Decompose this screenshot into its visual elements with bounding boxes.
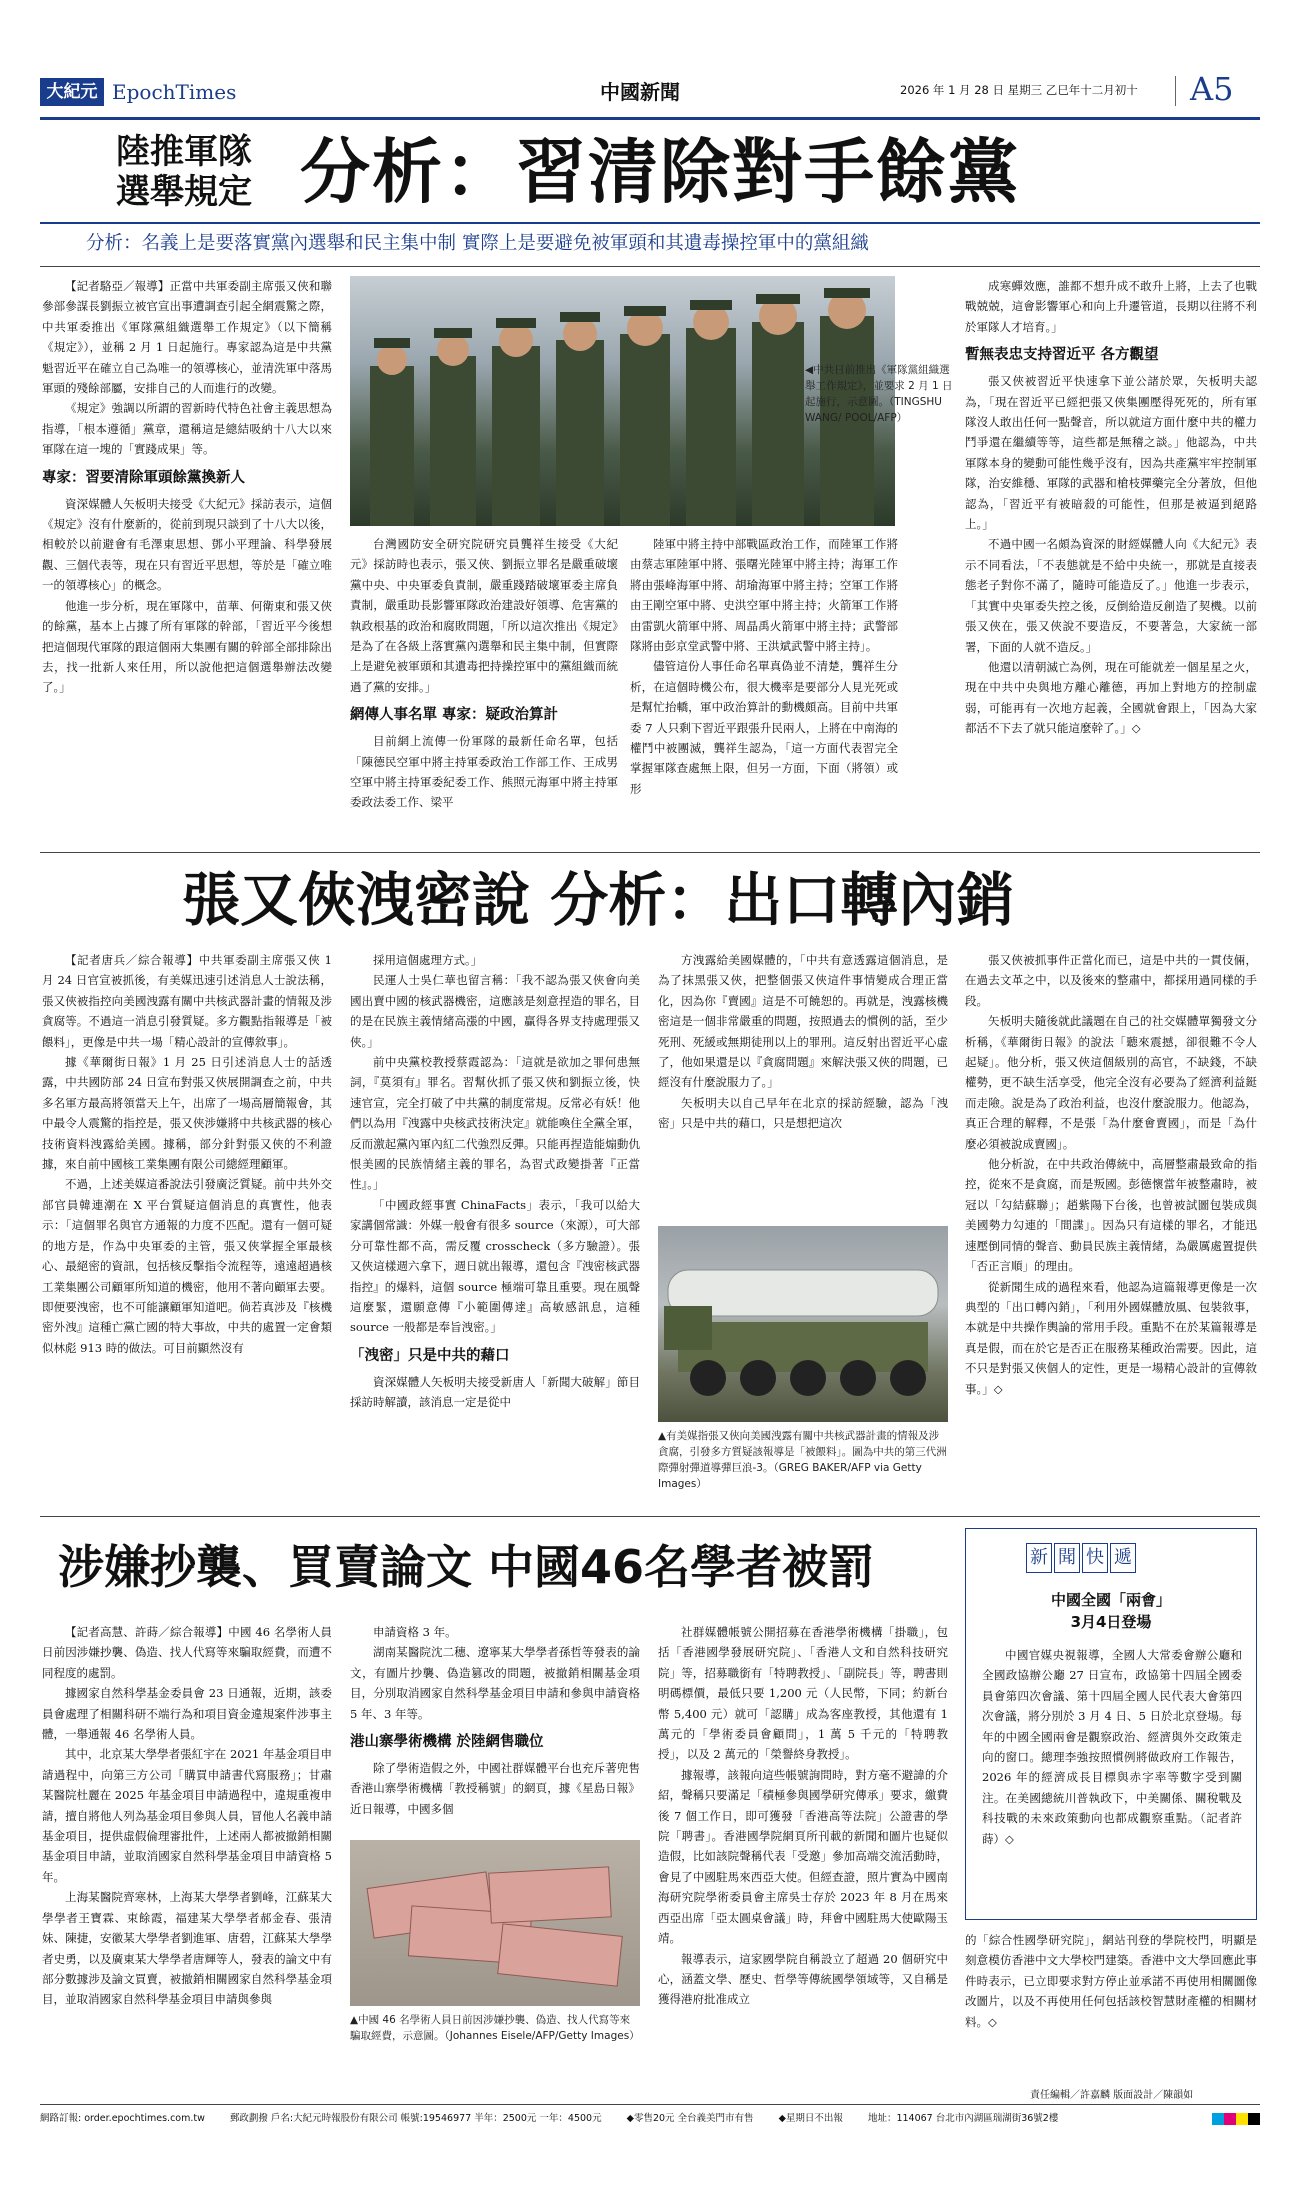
subheading: 暫無表忠支持習近平 各方觀望 bbox=[965, 347, 1159, 364]
paragraph: 《規定》強調以所謂的習新時代特色社會主義思想為指導，「根本遵循」黨章，還稱這是總結吸納十八大以來軍隊在這一塊的「實踐成果」等。 bbox=[42, 401, 332, 457]
story3-col2 bbox=[350, 1622, 640, 1832]
badge-char: 聞 bbox=[1054, 1543, 1080, 1573]
flash-title bbox=[966, 1589, 1256, 1633]
story3-col4 bbox=[965, 1930, 1257, 2082]
paragraph: 儘管這份人事任命名單真偽並不清楚，龔祥生分析，在這個時機公布，很大機率是要部分人見光死或是幫忙抬轎，軍中政治算計的動機頗高。目前中共軍委 7 人只剩下習近平跟張升民兩人，上將在中南海的權鬥中被團滅，龔祥生認為，「這一方面代表習完全掌握軍隊查處無上限，但另一方面，下面（將領）或形 bbox=[630, 659, 898, 796]
editor-credits: 責任編輯／許嘉麟 版面設計／陳韻如 bbox=[1030, 2090, 1194, 2101]
footer-address: 地址：114067 台北市內湖區瑞湖街36號2樓 bbox=[867, 2113, 1059, 2124]
footer-postal: 郵政劃撥 戶名:大紀元時報股份有限公司 帳號:19546977 半年：2500元 一年：4500元 bbox=[229, 2113, 602, 2124]
footer-subscribe-link[interactable]: 網路訂報: order.epochtimes.com.tw bbox=[40, 2113, 205, 2124]
paragraph: 不過，上述美媒這番說法引發廣泛質疑。前中共外交部官員韓連潮在 X 平台質疑這個消息的真實性，他表示：「這個罪名與官方通報的力度不匹配。還有一個可疑的地方是，作為中央軍委的主管，張又俠掌握全軍最核心、最絕密的資訊，包括核反擊指令流程等，遠遠超過核工業集團公司顧軍所知道的機密，他用不著向顧軍去要。即便要洩密，也不可能讓顧軍知道吧。倘若真涉及『核機密外洩』這種亡黨亡國的特大事故，中共的處置一定會類似林彪 913 時的做法。可目前顯然沒有 bbox=[42, 1177, 332, 1355]
story2-col2 bbox=[350, 950, 640, 1510]
paragraph: 其中，北京某大學學者張紅宇在 2021 年基金項目申請過程中，向第三方公司「購買申請書代寫服務」；甘肅某醫院杜麗在 2025 年基金項目申請過程中，違規重複申請，擅自將他人列為基金項目參與人員，冒他人名義申請基金項目，提供虛假倫理審批件，上述兩人都被撤銷相關基金項目申請，並取消國家自然科學基金項目申請資格 5 年。 bbox=[42, 1747, 332, 1884]
paragraph: 台灣國防安全研究院研究員龔祥生接受《大紀元》採訪時也表示，張又俠、劉振立罪名是嚴重破壞黨中央、中央軍委負責制，嚴重踐踏破壞軍委主席負責制，嚴重助長影響軍隊政治建設好領導、危害黨的執政根基的政治和腐敗問題，「所以這次推出《規定》是為了在各級上落實黨內選舉和民主集中制，但實際上是避免被軍頭和其遺毒把持操控軍中的黨組織而統過了黨的安排。」 bbox=[350, 537, 618, 694]
flash-body bbox=[982, 1645, 1242, 1915]
subheading: 「洩密」只是中共的藉口 bbox=[350, 1347, 510, 1364]
story3-photo-caption: ▲中國 46 名學術人員日前因涉嫌抄襲、偽造、找人代寫等來騙取經費，示意圖。（Johannes Eisele/AFP/Getty Images） bbox=[350, 2014, 640, 2042]
paragraph: 目前網上流傳一份軍隊的最新任命名單，包括「陳德民空軍中將主持軍委政治工作部工作、王成男空軍中將主持軍委紀委工作、熊照元海軍中將主持軍委政法委工作、梁平 bbox=[350, 734, 618, 810]
logo-badge[interactable] bbox=[40, 78, 104, 106]
badge-char: 新 bbox=[1026, 1543, 1052, 1573]
swatch-yellow bbox=[1236, 2113, 1248, 2125]
story3-col3 bbox=[658, 1622, 948, 2082]
paragraph: 陸軍中將主持中部戰區政治工作，而陸軍工作將由蔡志軍陸軍中將、張曙光陸軍中將主持；海軍工作將由張峰海軍中將、胡瑜海軍中將主持；空軍工作將由王剛空軍中將、史洪空軍中將主持；火箭軍工作將由雷凱火箭軍中將、周晶禹火箭軍中將主持；武警部隊將由彭京堂武警中將、王洪斌武警中將主持」。 bbox=[630, 537, 898, 654]
paragraph: 民運人士吳仁華也留言稱：「我不認為張又俠會向美國出賣中國的核武器機密，這應該是刻意捏造的罪名，目的是在民族主義情緒高漲的中國，贏得各界支持處理張又俠。」 bbox=[350, 973, 640, 1049]
story2-headline: 張又俠洩密說 分析：出口轉內銷 bbox=[182, 866, 1015, 934]
story1-kicker bbox=[84, 132, 284, 212]
story2-col1 bbox=[42, 950, 332, 1510]
story3-headline: 涉嫌抄襲、買賣論文 中國46名學者被罰 bbox=[58, 1540, 875, 1594]
banknotes-illustration bbox=[350, 1840, 640, 2006]
footer-sunday: ◆星期日不出報 bbox=[778, 2113, 843, 2124]
subheading: 網傳人事名單 專家：疑政治算計 bbox=[350, 707, 559, 724]
footer-retail: ◆零售20元 全台義美門市有售 bbox=[626, 2113, 754, 2124]
paragraph: 【記者唐兵／綜合報導】中共軍委副主席張又俠 1 月 24 日官宣被抓後，有美媒迅速引述消息人士說法稱，張又俠被指控向美國洩露有關中共核武器計畫的情報及涉貪腐等。不過這一消息引發質疑。多方觀點指報導是「被餵料」，更像是中共一場「精心設計的宣傳敘事」。 bbox=[42, 953, 332, 1049]
banknotes-photo bbox=[350, 1840, 640, 2006]
footer-rule bbox=[40, 2104, 1260, 2105]
footer-bar bbox=[40, 2110, 1260, 2130]
deck-top-rule bbox=[40, 222, 1260, 224]
page-number: A5 bbox=[1190, 70, 1234, 108]
paragraph: 報導表示，這家國學院自稱設立了超過 20 個研究中心，涵蓋文學、歷史、哲學等傳統國學領域等，又自稱是獲得港府批准成立 bbox=[658, 1951, 948, 2007]
paragraph: 資深媒體人矢板明夫接受新唐人「新聞大破解」節目採訪時解讀，該消息一定是從中 bbox=[350, 1374, 640, 1410]
story2-photo-caption: ▲有美媒指張又俠向美國洩露有關中共核武器計畫的情報及涉貪腐，引發多方質疑該報導是「被餵料」。圖為中共的第三代洲際彈射彈道導彈巨浪-3。（GREG BAKER/AFP via Getty Images） bbox=[658, 1430, 947, 1490]
paragraph: 他分析說，在中共政治傳統中，高層整肅最致命的指控，從來不是貪腐，而是叛國。彭德懷當年被整肅時，被冠以「勾結蘇聯」；趙紫陽下台後，也曾被試圖包裝成與美國勢力勾連的「間諜」。因為只有這樣的罪名，才能迅速壓倒同情的聲音、動員民族主義情緒，為嚴厲處置提供「否正言順」的理由。 bbox=[965, 1157, 1257, 1274]
paragraph: 「中國政經事實 ChinaFacts」表示，「我可以給大家講個常識：外媒一般會有很多 source（來源），可大部分可靠性都不高，需反覆 crosscheck（多方驗證）。張又俠這樣週六拿下，週日就出報導，還包含『洩密核武器指控』的爆料，這個 source 極端可靠且重要。現在風聲這麼緊，還願意傳『小範圍傳達』高敏感訊息，這種 source 一般都是奉旨洩密。」 bbox=[350, 1197, 640, 1335]
paragraph: 資深媒體人矢板明夫接受《大紀元》採訪表示，這個《規定》沒有什麼新的，從前到現只談到了十八大以後，相較於以前避會有毛澤東思想、鄧小平理論、科學發展觀、三個代表等，現在只有習近平思想，等於是「確立唯一的領導核心」的概念。 bbox=[42, 496, 332, 593]
news-flash-badge bbox=[1026, 1543, 1136, 1575]
paragraph: 的「綜合性國學研究院」，網站刊登的學院校門，明顯是刻意模仿香港中文大學校門建築。香港中文大學回應此事件時表示，已立即要求對方停止並承諾不再使用相關圖像改圖片，以及不再使用任何包括該校智慧財產權的相關材料。◇ bbox=[965, 1933, 1257, 2029]
section-title: 中國新聞 bbox=[600, 80, 680, 104]
issue-date: 2026 年 1 月 28 日 星期三 乙巳年十二月初十 bbox=[900, 83, 1138, 97]
swatch-magenta bbox=[1224, 2113, 1236, 2125]
story3-col1 bbox=[42, 1622, 332, 2082]
subheading: 港山寨學術機構 於陸網售職位 bbox=[350, 1734, 544, 1751]
story1-col1 bbox=[42, 276, 332, 846]
paragraph: 他還以清朝滅亡為例，現在可能就差一個星星之火，現在中共中央與地方離心離德，再加上對地方的控制虛弱，可能再有一次地方起義，全國就會跟上，「因為大家都活不下去了就只能這麼幹了。」◇ bbox=[965, 659, 1257, 736]
paragraph: 不過中國一名頗為資深的財經媒體人向《大紀元》表示不同看法，「不表態就是不給中央統一，那就是直接表態老子對你不滿了，隨時可能造反了。」他進一步表示，「其實中央軍委失控之後，反倒給造反創造了契機。以前張又俠在，張又俠說不要造反，不要著急，大家統一部署，下面的人就不造反。」 bbox=[965, 537, 1257, 654]
story1-bottom-rule bbox=[40, 852, 1260, 853]
story1-photo-caption: ◀中共日前推出《軍隊黨組織選舉工作規定》，並要求 2 月 1 日起施行，示意圖。（TINGSHU WANG/ POOL/AFP） bbox=[805, 364, 953, 424]
paragraph: 據《華爾街日報》1 月 25 日引述消息人士的話透露，中共國防部 24 日宣布對張又俠展開調查之前，中共多名軍方最高將領當天上午，出席了一場高層簡報會，其中最令人震驚的指控是，張又俠涉嫌將中共核武器的核心技術資料洩露給美國。據稱，部分針對張又俠的不利證據，來自前中國核工業集團有限公司總經理顧軍。 bbox=[42, 1055, 332, 1172]
missile-photo bbox=[658, 1226, 948, 1422]
badge-char: 快 bbox=[1082, 1543, 1108, 1573]
story1-headline: 分析：習清除對手餘黨 bbox=[300, 131, 1020, 213]
paragraph: 【記者高慧、許蒔／綜合報導】中國 46 名學術人員日前因涉嫌抄襲、偽造、找人代寫等來騙取經費，而遭不同程度的處罰。 bbox=[42, 1625, 332, 1680]
swatch-cyan bbox=[1212, 2113, 1224, 2125]
masthead bbox=[40, 70, 1260, 114]
paragraph: 上海某醫院齊寒林，上海某大學學者劉峰，江蘇某大學學者王寶霖、束餘霞，福建某大學學者郝金春、張清妹、陳捷，安徽某大學學者劉進軍、唐碧，江蘇某大學學者史勇，以及廣東某大學學者唐輝等人，發表的論文中有部分數據涉及論文買賣，被撤銷相關國家自然科學基金項目，並取消國家自然科學基金項目申請與參與 bbox=[42, 1890, 332, 2007]
paragraph: 矢板明夫隨後就此議題在自己的社交媒體單獨發文分析稱，《華爾街日報》的說法「聽來震撼，卻很難不令人起疑」。他分析，張又俠這個級別的高官，不缺錢，不缺權勢，更不缺生活享受，他完全沒有必要為了經濟利益鋌而走險。說是為了政治利益，也沒什麼說服力。他認為，真正合理的解釋，不是張「為什麼會賣國」，而是「為什麼必須被說成賣國」。 bbox=[965, 1014, 1257, 1151]
logo-en: EpochTimes bbox=[112, 80, 237, 104]
paragraph: 成寒蟬效應，誰都不想升成不敢升上將，上去了也戰戰兢兢，這會影響軍心和向上升遷管道，長期以往將不利於軍隊人才培育。」 bbox=[965, 279, 1257, 334]
paragraph: 除了學術造假之外，中國社群媒體平台也充斥著兜售香港山寨學術機構「教授稱號」的網頁，據《星島日報》近日報導，中國多個 bbox=[350, 1761, 640, 1816]
deck-bottom-rule bbox=[40, 266, 1260, 267]
paragraph: 【記者駱亞／報導】正當中共軍委副主席張又俠和聯參部參謀長劉振立被官宣出事遭調查引起全網震驚之際，中共軍委推出《軍隊黨組織選舉工作規定》（以下簡稱《規定》），並稱 2 月 1 日起施行。專家認為這是中共黨魁習近平在確立自己為唯一的領導核心，並清洗軍中落馬軍頭的殘餘部屬，安排自己的人而進行的改變。 bbox=[42, 279, 332, 396]
paragraph: 社群媒體帳號公開招募在香港學術機構「掛職」，包括「香港國學發展研究院」、「香港人文和自然科技研究院」等，招募職銜有「特聘教授」、「副院長」等，聘書則明碼標價，最低只要 1,200 元（人民幣，下同；約新台幣 5,400 元）就可「認購」成為客座教授，其他還有 1 萬元的「學術委員會顧問」，1 萬 5 千元的「特聘教授」，以及 2 萬元的「榮譽終身教授」。 bbox=[658, 1625, 948, 1762]
paragraph: 方洩露給美國媒體的，「中共有意透露這個消息，是為了抹黑張又俠，把整個張又俠這件事情變成合理正當化，因為你『賣國』這是不可饒恕的。再就是，洩露核機密這是一個非常嚴重的問題，按照過去的慣例的話，至少死刑、死緩或無期徒刑以上的罪刑。這反射出習近平心虛了，他如果還是以『貪腐問題』來解決張又俠的問題，已經沒有什麼說服力了。」 bbox=[658, 953, 948, 1090]
paragraph: 中國官媒央視報導，全國人大常委會辦公廳和全國政協辦公廳 27 日宣布，政協第十四屆全國委員會第四次會議、第十四屆全國人民代表大會第四次會議，將分別於 3 月 4 日、5 日於北京登場。每年的中國全國兩會是觀察政治、經濟與外交政策走向的窗口。總理李強按照慣例將做政府工作報告，2026 年的經濟成長目標與赤字率等數字受到關注。在美國總統川普執政下，中美關係、關稅戰及科技戰的未來政策動向也都成觀察重點。（記者許蒔）◇ bbox=[982, 1648, 1242, 1846]
news-flash-box bbox=[965, 1528, 1257, 1920]
paragraph: 張又俠被習近平快速拿下並公諸於眾，矢板明夫認為，「現在習近平已經把張又俠集團壓得死死的，所有軍隊沒人敢出任何一點聲音，所以就這方面什麼中共的權力鬥爭還在繼續等等，這些都是無稽之談。」他認為，中共軍隊本身的變動可能性幾乎沒有，因為共產黨牢牢控制軍隊，治安維穩、軍隊的武器和槍枝彈藥完全分著放，但他認為，「習近平有被暗殺的可能性，但那是被逼到絕路上。」 bbox=[965, 374, 1257, 532]
story1-col3 bbox=[630, 534, 898, 846]
paragraph: 張又俠被抓事件正當化而已，這是中共的一貫伎倆，在過去文革之中，以及後來的整肅中，都採用過同樣的手段。 bbox=[965, 953, 1257, 1008]
masthead-rule bbox=[40, 117, 1260, 120]
badge-char: 遞 bbox=[1110, 1543, 1136, 1573]
paragraph: 據國家自然科學基金委員會 23 日通報，近期，該委員會處理了相關科研不端行為和項目資金違規案件涉事主體，一舉通報 46 名學術人員。 bbox=[42, 1686, 332, 1742]
subheading: 專家：習要清除軍頭餘黨換新人 bbox=[42, 469, 245, 486]
logo-cn: 大紀元 bbox=[46, 82, 98, 102]
paragraph: 據報導，該報向這些帳號詢問時，對方毫不避諱的介紹，聲稱只要滿足「積極參與國學研究傳承」要求，繳費後 7 個工作日，即可獲發「香港高等法院」公證書的學院「聘書」。香港國學院網頁所刊載的新聞和圖片也疑似造假，比如該院聲稱代表「受邀」參加高端交流活動時，會見了中國駐馬來西亞大使。但經查證，照片實為中國南海研究院學術委員會主席吳士存於 2023 年 8 月在馬來西亞出席「亞太圓桌會議」時，拜會中國駐馬大使歐陽玉靖。 bbox=[658, 1767, 948, 1946]
story1-col4 bbox=[965, 276, 1257, 846]
story1-col2 bbox=[350, 534, 618, 846]
flash-title-line-1: 中國全國「兩會」 bbox=[1050, 1591, 1171, 1609]
kicker-line-1: 陸推軍隊 bbox=[116, 132, 252, 172]
paragraph: 前中央黨校教授蔡霞認為：「這就是欲加之罪何患無詞，『莫須有』罪名。習幫伙抓了張又俠和劉振立後，快速官宣，完全打破了中共黨的制度常規。反常必有妖！他們以為用『洩露中央核武技術決定』就能喚住全黨全軍，反而激起黨內軍內紅二代強烈反彈。只能再捏造能煽動仇恨美國的民族情緒主義的罪名，為習式政變掛著『正當性』。」 bbox=[350, 1055, 640, 1192]
page-divider bbox=[1175, 76, 1176, 106]
story1-deck: 分析：名義上是要落實黨內選舉和民主集中制 實際上是要避免被軍頭和其遺毒操控軍中的黨組織 bbox=[86, 233, 869, 254]
paragraph: 矢板明夫以自己早年在北京的採訪經驗，認為「洩密」只是中共的藉口，只是想把這次 bbox=[658, 1095, 948, 1131]
paragraph: 湖南某醫院沈二穗、遼寧某大學學者孫哲等發表的論文，有圖片抄襲、偽造篡改的問題，被撤銷相關基金項目，分別取消國家自然科學基金項目申請和參與申請資格 5 年、3 年等。 bbox=[350, 1645, 640, 1721]
paragraph: 他進一步分析，現在軍隊中，苗華、何衛東和張又俠的餘黨，基本上占據了所有軍隊的幹部，「習近平今後想把這個現代軍隊的跟這個兩大集團有關的幹部全部排除出去，找一批新人來任用，所以說他把這個選舉辦法改變了。」 bbox=[42, 598, 332, 695]
swatch-black bbox=[1248, 2113, 1260, 2125]
paragraph: 採用這個處理方式。」 bbox=[373, 953, 483, 967]
missile-illustration bbox=[658, 1226, 948, 1422]
paragraph: 從新聞生成的過程來看，他認為這篇報導更像是一次典型的「出口轉內銷」，「利用外國媒體放風、包裝敘事，本就是中共操作輿論的常用手段。重點不在於某篇報導是真是假，而在於它是否正在服務某種政治需要。因此，這不只是對張又俠個人的定性，更是一場精心設計的宣傳敘事。」◇ bbox=[965, 1279, 1257, 1396]
color-registration-marks bbox=[1212, 2113, 1260, 2125]
story2-bottom-rule bbox=[40, 1516, 1260, 1517]
story2-col4 bbox=[965, 950, 1257, 1510]
story2-col3 bbox=[658, 950, 948, 1216]
flash-title-line-2: 3月4日登場 bbox=[1070, 1613, 1152, 1631]
kicker-line-2: 選舉規定 bbox=[116, 172, 252, 212]
paragraph: 申請資格 3 年。 bbox=[373, 1625, 457, 1639]
